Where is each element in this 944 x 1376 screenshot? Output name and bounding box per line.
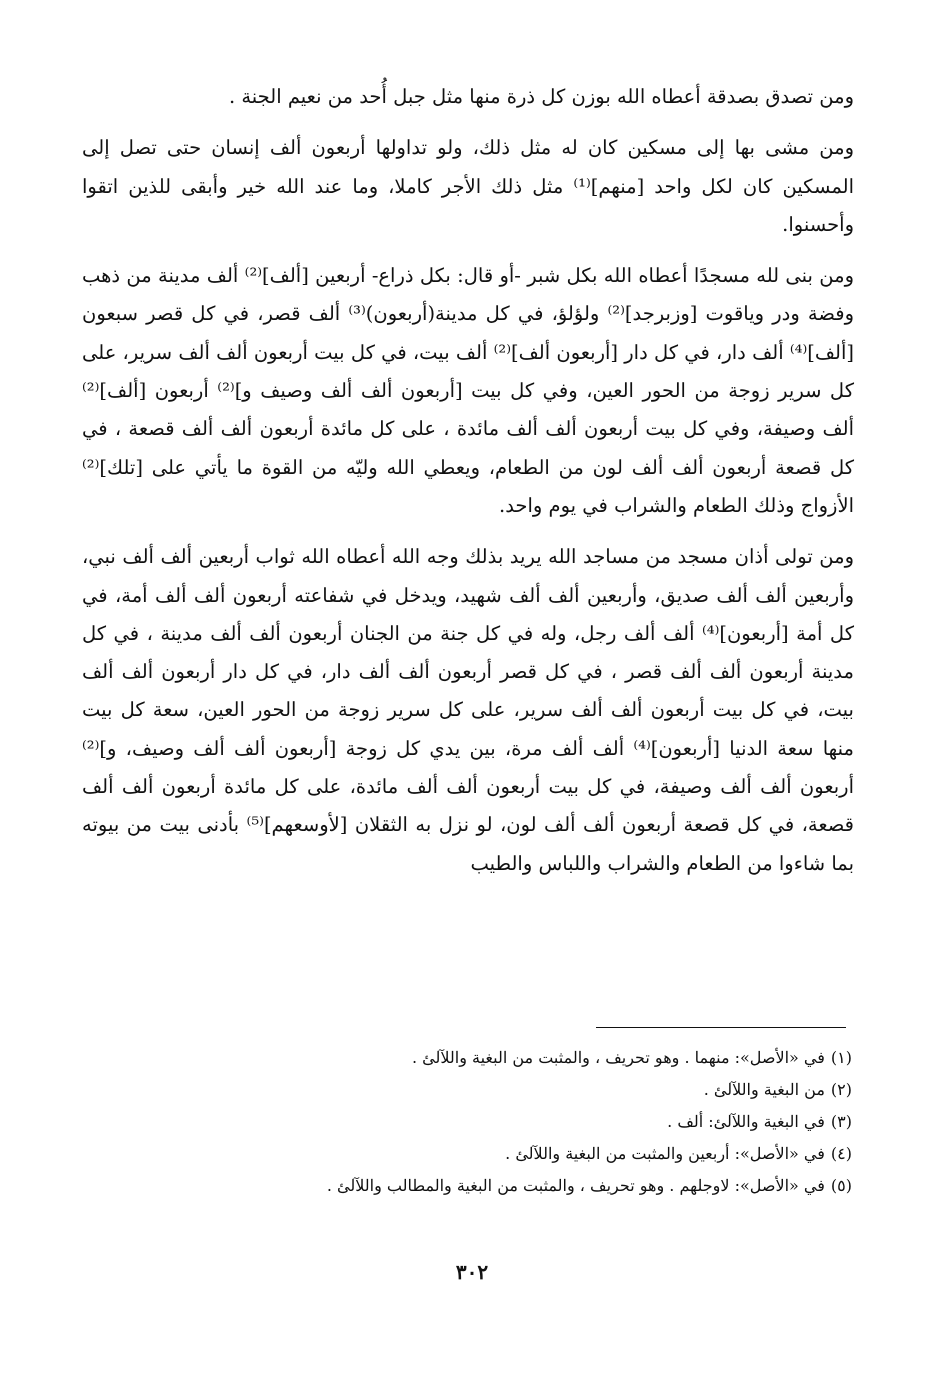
footnote-number: (٤) [830,1144,852,1163]
footnote-2 [180,1074,852,1106]
main-text [82,78,854,896]
footnote-number: (٣) [830,1112,852,1131]
footnote-text: في «الأصل»: لاوجلهم . وهو تحريف ، والمثبت من البغية والمطالب واللآلئ . [326,1176,825,1195]
paragraph-1: ومن تصدق بصدقة أعطاه الله بوزن كل ذرة منها مثل جبل أُحد من نعيم الجنة . [228,85,854,108]
paragraph-2: ومن مشى بها إلى مسكين كان له مثل ذلك، ولو تداولها أربعون ألف إنسان حتى تصل إلى المسكين كان لكل واحد [منهم]⁽¹⁾ مثل ذلك الأجر كاملا، وما عند الله خير وأبقى للذين اتقوا وأحسنوا. [82,136,854,236]
footnote-divider [596,1027,846,1028]
footnote-number: (٢) [830,1080,852,1099]
footnote-text: من البغية واللآلئ . [703,1080,825,1099]
footnote-text: في البغية واللآلئ: ألف . [667,1112,825,1131]
footnote-text: في «الأصل»: أربعين والمثبت من البغية واللآلئ . [505,1144,825,1163]
footnote-number: (١) [830,1048,852,1067]
page-number: ٣٠٢ [455,1260,489,1284]
footnote-4 [180,1138,852,1170]
footnote-text: في «الأصل»: منهما . وهو تحريف ، والمثبت من البغية واللآلئ . [411,1048,825,1067]
footnotes [180,1042,852,1202]
footnote-1 [180,1042,852,1074]
footnote-number: (٥) [830,1176,852,1195]
footnote-3 [180,1106,852,1138]
footnote-5 [180,1170,852,1202]
paragraph-3: ومن بنى لله مسجدًا أعطاه الله بكل شبر -أو قال: بكل ذراع- أربعين [ألف]⁽²⁾ ألف مدينة من ذهب وفضة ودر وياقوت [وزبرجد]⁽²⁾ ولؤلؤ، في كل مدينة(أربعون)⁽³⁾ ألف قصر، في كل قصر سبعون [ألف]⁽⁴⁾ ألف دار، في كل دار [أربعون ألف]⁽²⁾ ألف بيت، في كل بيت أربعون ألف ألف سرير، على كل سرير زوجة من الحور العين، وفي كل بيت [أربعون ألف ألف وصيف و]⁽²⁾ أربعون [ألف]⁽²⁾ ألف وصيفة، وفي كل بيت أربعون ألف ألف مائدة ، على كل مائدة أربعون ألف ألف قصعة ، في كل قصعة أربعون ألف ألف لون من الطعام، ويعطي الله وليّه من القوة ما يأتي على [تلك]⁽²⁾ الأزواج وذلك الطعام والشراب في يوم واحد. [82,264,855,517]
paragraph-4: ومن تولى أذان مسجد من مساجد الله يريد بذلك وجه الله أعطاه الله ثواب أربعين ألف ألف نبي، وأربعين ألف ألف صديق، وأربعين ألف ألف شهيد، ويدخل في شفاعته أربعون ألف ألف أمة، في كل أمة [أربعون]⁽⁴⁾ ألف ألف رجل، وله في كل جنة من الجنان أربعون ألف ألف مدينة ، في كل مدينة أربعون ألف ألف قصر ، في كل قصر أربعون ألف ألف دار، في كل دار أربعون ألف ألف بيت، في كل بيت أربعون ألف ألف سرير، على كل سرير زوجة من الحور العين، سعة كل بيت منها سعة الدنيا [أربعون]⁽⁴⁾ ألف ألف مرة، بين يدي كل زوجة [أربعون ألف ألف وصيف، و]⁽²⁾ أربعون ألف ألف وصيفة، في كل بيت أربعون ألف ألف مائدة، على كل مائدة أربعون ألف ألف قصعة، في كل قصعة أربعون ألف ألف لون، لو نزل به الثقلان [لأوسعهم]⁽⁵⁾ بأدنى بيت من بيوته بما شاءوا من الطعام والشراب واللباس والطيب [82,545,854,875]
